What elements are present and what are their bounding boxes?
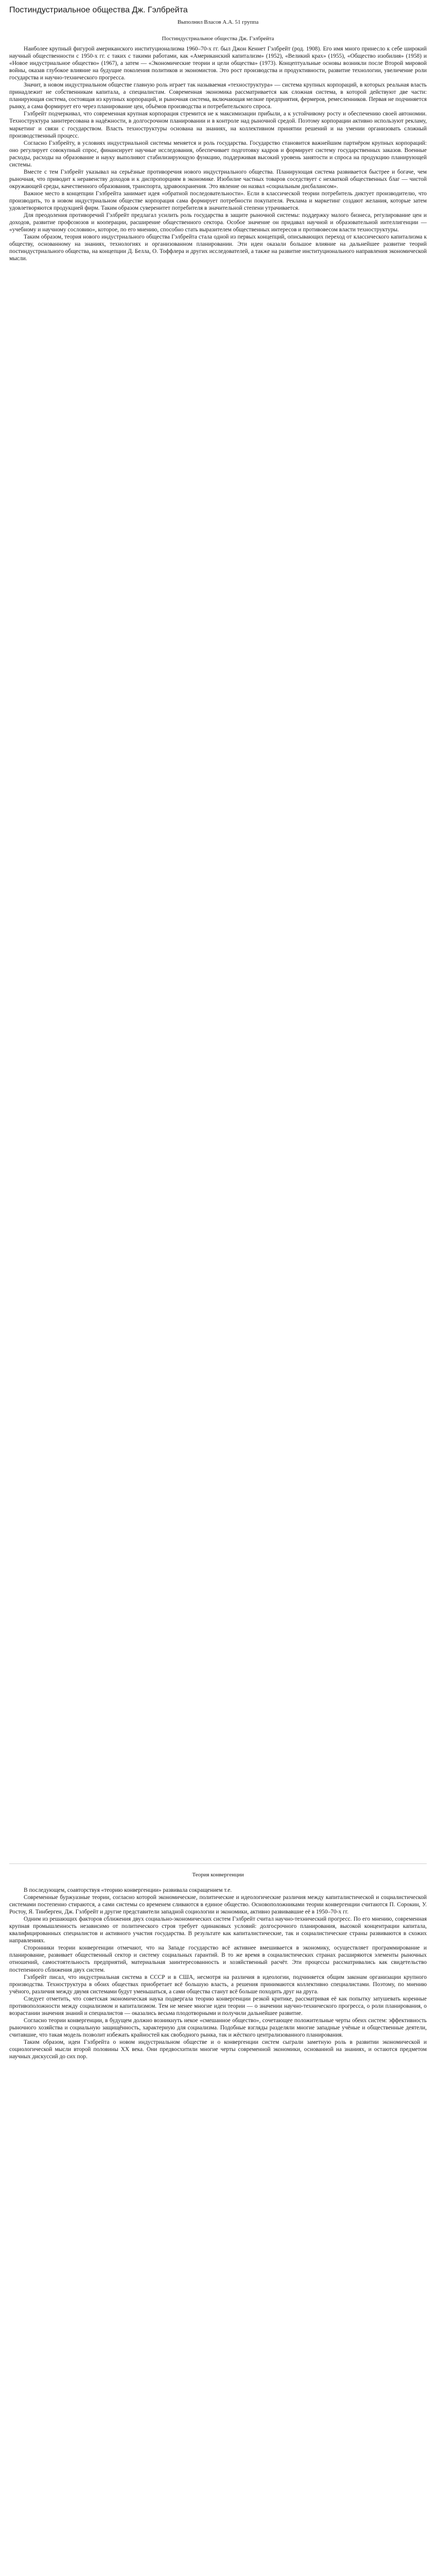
paragraph: Следует отметить, что советская экономическая наука подвергала теорию конвергенции резкой критике, рассматривая её как попытку затушевать коренные противоположности между социализмом и капитализмом. Тем не менее многие идеи теории — о значении научно-технического прогресса, о роли планирования, о возрастании значения знаний и специалистов — оказались весьма плодотворными и получили дальнейшее развитие.	[9, 1995, 427, 2016]
paragraph: Гэлбрейт писал, что индустриальная система в СССР и в США, несмотря на различия в идеологии, подчиняется общим законам организации крупного производства. Техноструктура в обоих обществах приобретает всё большую власть, а решения принимаются коллективно специалистами. Поэтому, по мнению учёного, различия между двумя системами будут уменьшаться, а сами общества станут всё больше походить друг на друга.	[9, 1974, 427, 1995]
paragraph: Наиболее крупный фигурой американского институционализма 1960–70-х гг. был Джон Кеннет Гэлбрейт (род. 1908). Его имя много принесло к себе широкий научный общественности с 1950-х гг. с таких с такими работами, как «Американский капитализм» (1952), «Великий крах» (1955), «Общество изобилия» (1958) и «Новое индустриальное общество» (1967), а затем — «Экономические теории и цели общества» (1973). Концептуальные основы возникли после Второй мировой войны, оказав глубокое влияние на будущие поколения политиков и экономистов. Это рост производства и продуктивности, развитие технологии, увеличение роли государства и научно-технического прогресса.	[9, 46, 427, 81]
paragraph: Гэлбрейт подчеркивал, что современная крупная корпорация стремится не к максимизации прибыли, а к устойчивому росту и обеспечению своей автономии. Техноструктура заинтересована в надёжности, в долгосрочном планировании и в контроле над рыночной средой. Поэтому корпорации активно используют рекламу, маркетинг и связи с государством. Власть техноструктуры основана на знаниях, на коллективном принятии решений и на умении организовать сложный производственный процесс.	[9, 111, 427, 139]
section-title-postindustrial: Постиндустриальное общества Дж. Гэлбрейта	[162, 36, 274, 42]
paragraph: Вместе с тем Гэлбрейт указывал на серьёзные противоречия нового индустриального общества. Планирующая система развивается быстрее и богаче, чем рыночная, что приводит к неравенству доходов и к диспропорциям в экономике. Изобилие частных товаров соседствует с нехваткой общественных благ — чистой окружающей среды, качественного образования, транспорта, здравоохранения. Это явление он назвал «социальным дисбалансом».	[9, 168, 427, 190]
paragraph: Сторонники теории конвергенции отмечают, что на Западе государство всё активнее вмешивается в экономику, осуществляет программирование и планирование, развивает общественный сектор и систему социальных гарантий. В то же время в социалистических странах расширяются элементы рыночных отношений, самостоятельность предприятий, материальная заинтересованность и хозяйственный расчёт. Эти процессы рассматривались как свидетельство постепенного сближения двух систем.	[9, 1945, 427, 1973]
paragraph: Важное место в концепции Гэлбрейта занимает идея «обратной последовательности». Если в классической теории потребитель диктует производителю, что производить, то в новом индустриальном обществе корпорация сама формирует потребности покупателя. Реклама и маркетинг создают желания, которые затем удовлетворяются продукцией фирм. Таким образом суверенитет потребителя в значительной степени утрачивается.	[9, 190, 427, 212]
paragraph: Согласно теории конвергенции, в будущем должно возникнуть некое «смешанное общество», сочетающее положительные черты обеих систем: эффективность рыночного хозяйства и социальную защищённость, характерную для социализма. Подобные взгляды разделяли многие западные учёные и общественные деятели, считавшие, что такая модель позволит избежать крайностей как свободного рынка, так и жёсткого централизованного планирования.	[9, 2017, 427, 2038]
paragraph: В последующем, соавторствуя «теорию конвергенции» развивала сокращением т.е.	[24, 1887, 232, 1893]
paragraph: Для преодоления противоречий Гэлбрейт предлагал усилить роль государства в защите рыночной системы: поддержку малого бизнеса, регулирование цен и доходов, развитие профсоюзов и кооперации, расширение общественного сектора. Особое значение он придавал научной и образовательной интеллигенции — «учебному и научному сословию», которое, по его мнению, способно стать выразителем общественных интересов и противовесом власти техноструктуры.	[9, 212, 427, 233]
paragraph: Одним из решающих факторов сближения двух социально-экономических систем Гэлбрейт считал научно-технический прогресс. По его мнению, современная крупная промышленность независимо от политического строя требует одинаковых условий: долгосрочного планирования, высокой концентрации капитала, квалифицированных специалистов и активного участия государства. В результате как капиталистические, так и социалистические страны развиваются в схожих направлениях.	[9, 1916, 427, 1944]
paragraph: Таким образом, теория нового индустриального общества Гэлбрейта стала одной из первых концепций, описывающих переход от классического капитализма к обществу, основанному на знаниях, технологиях и организованном планировании. Эти идеи оказали большое влияние на дальнейшее развитие теорий постиндустриального общества, на концепции Д. Белла, О. Тоффлера и других исследователей, а также на развитие институционального направления экономической мысли.	[9, 234, 427, 262]
paragraph: Значит, в новом индустриальном обществе главную роль играет так называемая «техноструктура» — система крупных корпораций, в которых реальная власть принадлежит не собственникам капитала, а специалистам. Современная экономика рассматривается как сложная система, в которой действуют две части: планирующая система, состоящая из крупных корпораций, и рыночная система, включающая мелкие предприятия, фермеров, ремесленников. Первая не подчиняется рынку, а сама формирует его через планирование цен, объёмов производства и потребительского спроса.	[9, 82, 427, 110]
author-line: Выполнил Власов А.А. 51 группа	[177, 19, 259, 25]
section-title-convergence: Теория конвергенции	[192, 1872, 244, 1878]
paragraph: Таким образом, идеи Гэлбрейта о новом индустриальном обществе и о конвергенции систем сыграли заметную роль в развитии экономической и социологической мысли второй половины XX века. Они предвосхитили многие черты современной экономики, основанной на знаниях, и остаются предметом научных дискуссий до сих пор.	[9, 2039, 427, 2060]
paragraph: Согласно Гэлбрейту, в условиях индустриальной системы меняется и роль государства. Государство становится важнейшим партнёром крупных корпораций: оно регулирует совокупный спрос, финансирует научные исследования, обеспечивает подготовку кадров и формирует систему государственных заказов. Военные расходы, расходы на образование и науку выполняют стабилизирующую функцию, поддерживая высокий уровень занятости и спроса на продукцию планирующей системы.	[9, 140, 427, 168]
section-divider	[9, 1863, 427, 1864]
section-convergence-body	[9, 1887, 427, 2576]
section-postindustrial-body	[9, 45, 427, 1856]
paragraph: Современные буржуазные теории, согласно которой экономические, политические и идеологические различия между капиталистической и социалистической системами постепенно стираются, а сами системы со временем сливаются в единое общество. Основоположниками теории конвергенции считаются П. Сорокин, У. Ростоу, Я. Тинберген, Дж. Гэлбрейт и другие представители западной социологии и экономики, активно развивавшие её в 1950–70-х гг.	[9, 1894, 427, 1916]
page-title: Постиндустриальное общества Дж. Гэлбрейта	[9, 6, 188, 14]
